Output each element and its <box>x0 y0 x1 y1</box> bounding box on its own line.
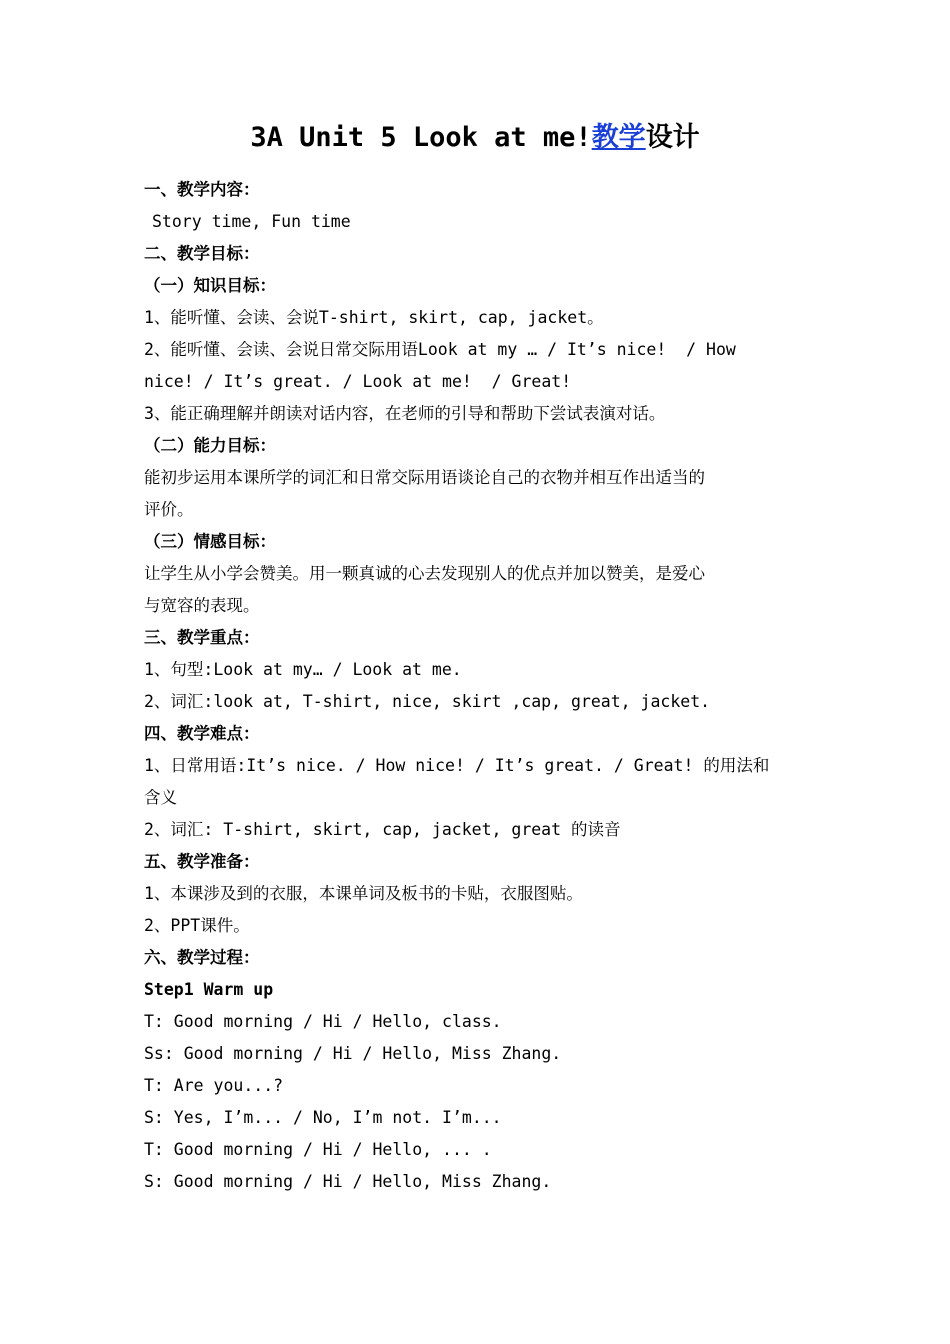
paragraph-line: 能初步运用本课所学的词汇和日常交际用语谈论自己的衣物并相互作出适当的 <box>144 468 705 487</box>
paragraph-line: 1、能听懂、会读、会说T-shirt, skirt, cap, jacket。 <box>144 308 604 327</box>
paragraph-line: 与宽容的表现。 <box>144 596 260 615</box>
paragraph-line: nice! / It’s great. / Look at me! / Great! <box>144 372 572 391</box>
paragraph-line: 1、本课涉及到的衣服，本课单词及板书的卡贴，衣服图贴。 <box>144 884 583 903</box>
subheading-ability: （二）能力目标： <box>144 436 276 455</box>
paragraph-line: 1、句型:Look at my… / Look at me. <box>144 660 462 679</box>
document-body <box>144 174 814 1198</box>
section-heading-preparation: 五、教学准备： <box>144 852 260 871</box>
step-heading: Step1 Warm up <box>144 980 274 999</box>
paragraph-line: 2、词汇:look at, T-shirt, nice, skirt ,cap, great, jacket. <box>144 692 711 711</box>
section-heading-objectives: 二、教学目标： <box>144 244 260 263</box>
page-title <box>0 118 950 158</box>
dialogue-line: T: Good morning / Hi / Hello, ... . <box>144 1140 492 1159</box>
paragraph-line: 1、日常用语:It’s nice. / How nice! / It’s great. / Great! 的用法和 <box>144 756 770 775</box>
dialogue-line: Ss: Good morning / Hi / Hello, Miss Zhang. <box>144 1044 562 1063</box>
subheading-knowledge: （一）知识目标： <box>144 276 276 295</box>
title-link[interactable]: 教学 <box>591 122 646 153</box>
paragraph-line: 2、能听懂、会读、会说日常交际用语Look at my … / It’s nice! / How <box>144 340 736 359</box>
paragraph-line: 2、PPT课件。 <box>144 916 250 935</box>
paragraph-line: 让学生从小学会赞美。用一颗真诚的心去发现别人的优点并加以赞美，是爱心 <box>144 564 705 583</box>
title-suffix: 设计 <box>645 122 700 153</box>
paragraph-line: 含义 <box>144 788 177 807</box>
paragraph-line: 评价。 <box>144 500 194 519</box>
paragraph-line: 3、能正确理解并朗读对话内容，在老师的引导和帮助下尝试表演对话。 <box>144 404 666 423</box>
subheading-emotion: （三）情感目标： <box>144 532 276 551</box>
title-text: 3A Unit 5 Look at me! <box>250 122 592 153</box>
dialogue-line: T: Good morning / Hi / Hello, class. <box>144 1012 502 1031</box>
dialogue-line: T: Are you...? <box>144 1076 284 1095</box>
section-heading-content: 一、教学内容： <box>144 180 260 199</box>
section-heading-key-points: 三、教学重点： <box>144 628 260 647</box>
dialogue-line: S: Good morning / Hi / Hello, Miss Zhang. <box>144 1172 552 1191</box>
section-heading-difficulties: 四、教学难点： <box>144 724 260 743</box>
dialogue-line: S: Yes, I’m... / No, I’m not. I’m... <box>144 1108 502 1127</box>
section-heading-process: 六、教学过程： <box>144 948 260 967</box>
paragraph-line: Story time, Fun time <box>152 212 351 231</box>
paragraph-line: 2、词汇: T-shirt, skirt, cap, jacket, great 的读音 <box>144 820 621 839</box>
